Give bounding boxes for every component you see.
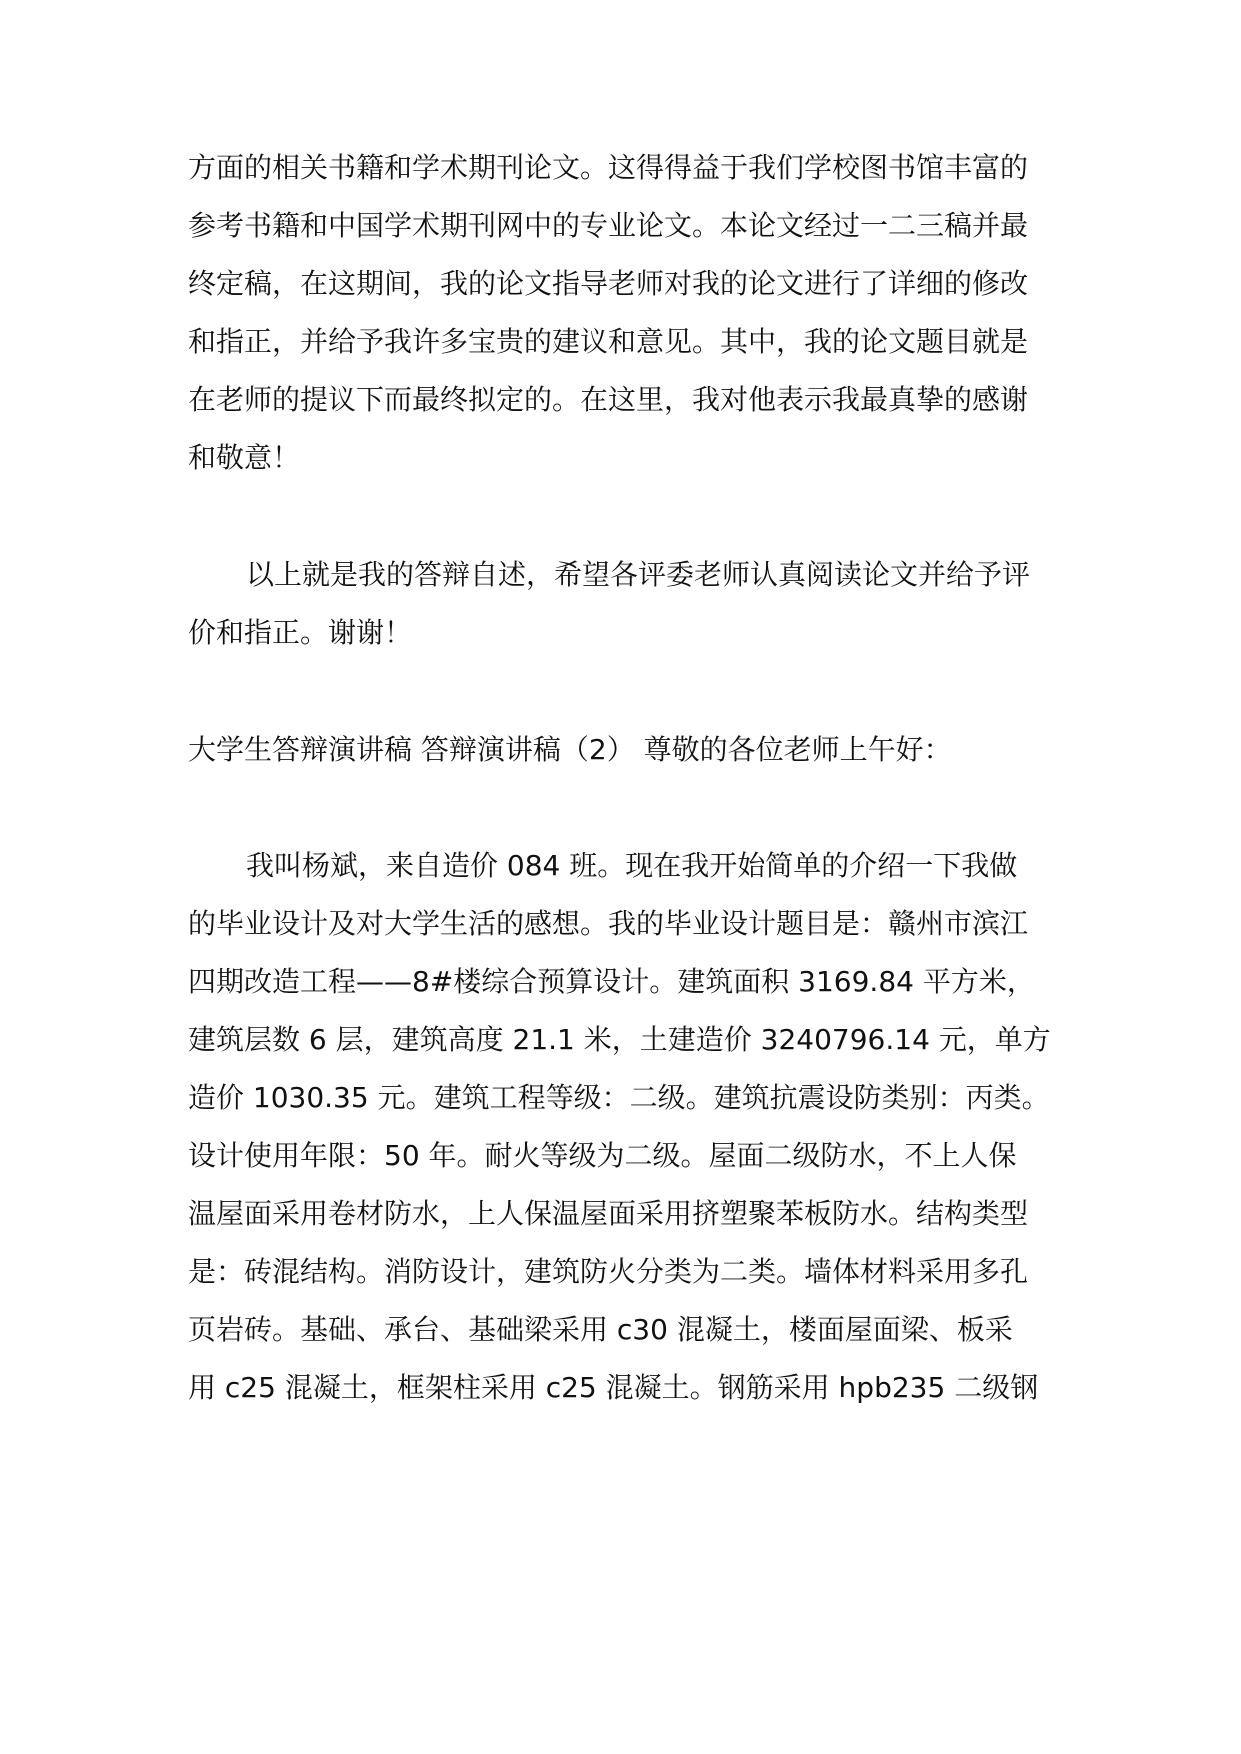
paragraph-4-line-9: 页岩砖。基础、承台、基础梁采用 c30 混凝土，楼面屋面梁、板采 (188, 1313, 1013, 1346)
paragraph-4-line-4: 建筑层数 6 层，建筑高度 21.1 米，土建造价 3240796.14 元，单方 (188, 1023, 1051, 1056)
paragraph-4-line-1: 我叫杨斌，来自造价 084 班。现在我开始简单的介绍一下我做 (246, 849, 1018, 882)
section-heading-line: 大学生答辩演讲稿 答辩演讲稿（2） 尊敬的各位老师上午好： (188, 733, 952, 766)
paragraph-4-line-5: 造价 1030.35 元。建筑工程等级：二级。建筑抗震设防类别：丙类。 (188, 1081, 1050, 1114)
paragraph-2-line-1: 以上就是我的答辩自述，希望各评委老师认真阅读论文并给予评 (246, 558, 1031, 591)
paragraph-1-line-3: 终定稿，在这期间，我的论文指导老师对我的论文进行了详细的修改 (188, 267, 1029, 300)
paragraph-1-line-4: 和指正，并给予我许多宝贵的建议和意见。其中，我的论文题目就是 (188, 325, 1029, 358)
paragraph-4-line-3: 四期改造工程——8#楼综合预算设计。建筑面积 3169.84 平方米， (188, 965, 1035, 998)
paragraph-1-line-6: 和敬意！ (188, 441, 301, 474)
paragraph-1-line-5: 在老师的提议下而最终拟定的。在这里，我对他表示我最真挚的感谢 (188, 383, 1029, 416)
paragraph-4-line-2: 的毕业设计及对大学生活的感想。我的毕业设计题目是：赣州市滨江 (188, 907, 1029, 940)
paragraph-4-line-10: 用 c25 混凝土，框架柱采用 c25 混凝土。钢筋采用 hpb235 二级钢 (188, 1371, 1039, 1404)
paragraph-4-line-8: 是：砖混结构。消防设计，建筑防火分类为二类。墙体材料采用多孔 (188, 1255, 1029, 1288)
paragraph-1-line-2: 参考书籍和中国学术期刊网中的专业论文。本论文经过一二三稿并最 (188, 209, 1029, 242)
paragraph-4-line-7: 温屋面采用卷材防水，上人保温屋面采用挤塑聚苯板防水。结构类型 (188, 1197, 1029, 1230)
paragraph-1-line-1: 方面的相关书籍和学术期刊论文。这得得益于我们学校图书馆丰富的 (188, 151, 1029, 184)
paragraph-2-line-2: 价和指正。谢谢！ (188, 616, 413, 649)
paragraph-4-line-6: 设计使用年限：50 年。耐火等级为二级。屋面二级防水，不上人保 (188, 1139, 1017, 1172)
